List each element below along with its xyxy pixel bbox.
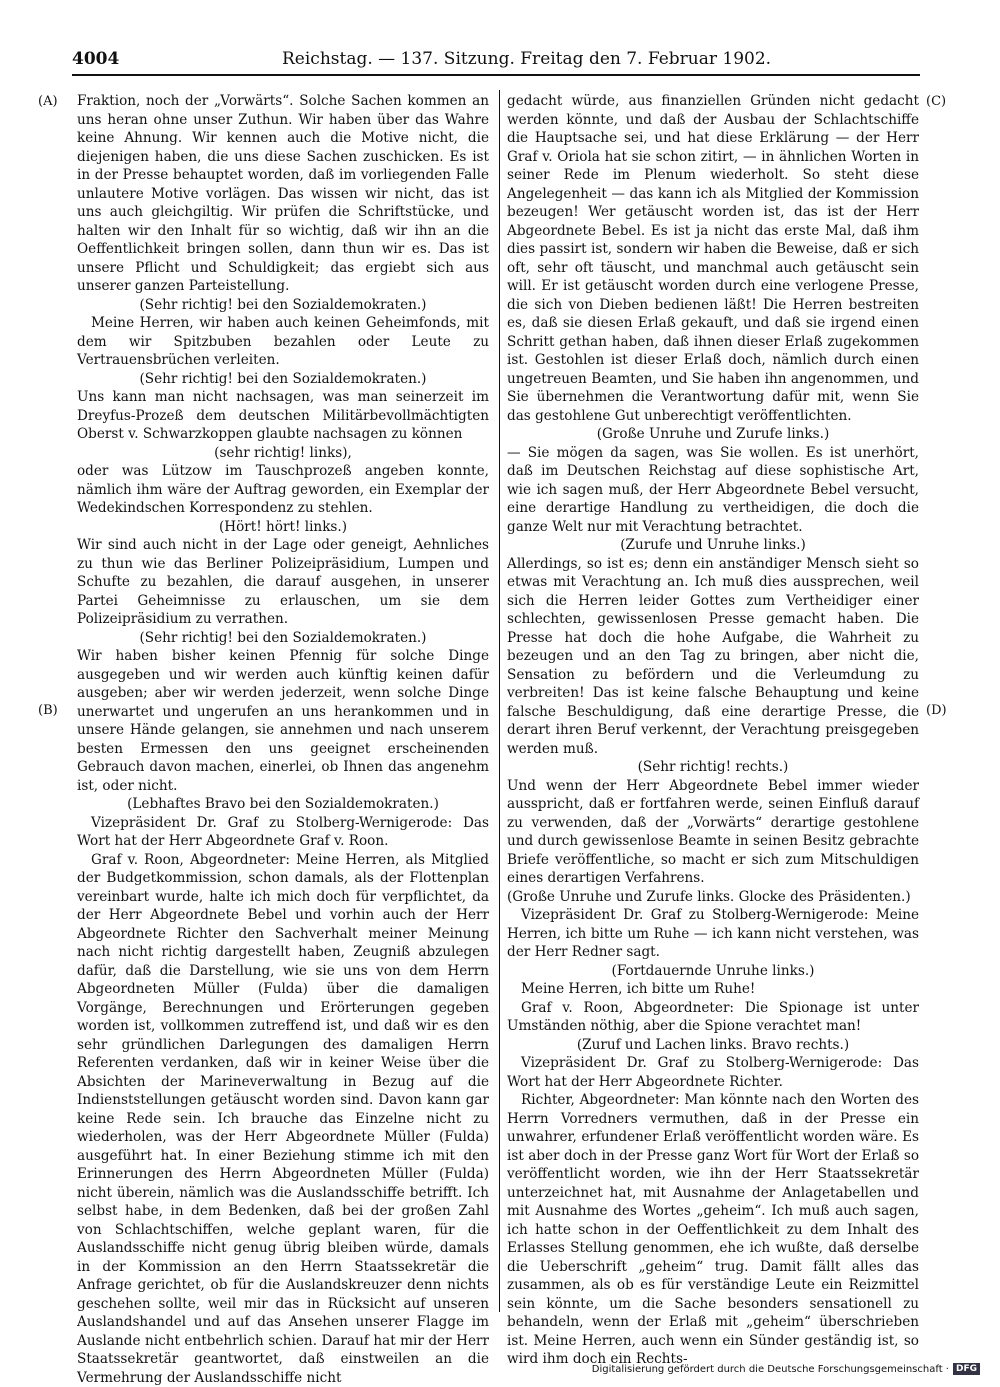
paragraph: Wir sind auch nicht in der Lage oder geneigt, Aehnliches zu thun wie das Berliner Polizeipräsidium, Lumpen und Schufte zu bezahlen, die darauf ausgehen, in unserer Partei Geheimnisse zu erlauschen, um sie dem Polizeipräsidium zu verrathen. [77,536,489,629]
dfg-logo: DFG [953,1363,980,1375]
footer-credit: Digitalisierung gefördert durch die Deutsche Forschungsgemeinschaft · [592,1364,949,1375]
stage-direction: (Lebhaftes Bravo bei den Sozialdemokraten.) [77,795,489,814]
stage-direction: (Sehr richtig! bei den Sozialdemokraten.) [77,370,489,389]
stage-direction: (Sehr richtig! bei den Sozialdemokraten.) [77,629,489,648]
running-head: Reichstag. — 137. Sitzung. Freitag den 7. Februar 1902. [282,46,771,72]
paragraph: Uns kann man nicht nachsagen, was man seinerzeit im Dreyfus-Prozeß dem deutschen Militärbevollmächtigten Oberst v. Schwarzkoppen glaubte nachsagen zu können [77,388,489,444]
stage-direction: (Hört! hört! links.) [77,518,489,537]
margin-marker-c: (C) [926,94,946,109]
stage-direction: (Zuruf und Lachen links. Bravo rechts.) [507,1036,919,1055]
stage-direction: (Fortdauernde Unruhe links.) [507,962,919,981]
paragraph: gedacht würde, aus finanziellen Gründen nicht gedacht werden könnte, und daß der Ausbau der Schlachtschiffe die Hauptsache sei, und hat diese Erklärung — der Herr Graf v. Oriola hat sie schon zitirt, — in ähnlichen Worten in seiner Rede im Plenum wiederholt. So steht diese Angelegenheit — das kann ich als Mitglied der Kommission bezeugen! Wer getäuscht worden ist, das ist der Herr Abgeordnete Bebel. Es ist ja nicht das erste Mal, daß ihm dies passirt ist, sondern wir haben die Beweise, daß er sich oft, sehr oft täuscht, und manchmal auch getäuscht sein will. Er ist getäuscht worden durch eine verlogene Presse, die sich von Dieben bedienen läßt! Die Herren bestreiten es, daß sie diesen Erlaß gekauft, und daß sie irgend einen Schritt gethan haben, daß ihnen dieser Erlaß zugekommen ist. Gestohlen ist dieser Erlaß doch, nämlich durch einen ungetreuen Beamten, und Sie haben ihn angenommen, und Sie übernehmen die Verantwortung dafür mit, wenn Sie das gestohlene Gut unberechtigt veröffentlichten. [507,92,919,425]
stage-direction: (Sehr richtig! bei den Sozialdemokraten.) [77,296,489,315]
margin-marker-b: (B) [38,703,58,718]
paragraph: Graf v. Roon, Abgeordneter: Die Spionage ist unter Umständen nöthig, aber die Spione verachtet man! [507,999,919,1036]
column-divider [499,90,500,1312]
stage-direction: (sehr richtig! links), [77,444,489,463]
margin-marker-a: (A) [38,94,58,109]
page-header [72,46,920,72]
paragraph: Graf v. Roon, Abgeordneter: Meine Herren, als Mitglied der Budgetkommission, schon damals, als der Flottenplan vereinbart wurde, halte ich mich doch für verpflichtet, da der Herr Abgeordnete Bebel und vorhin auch der Herr Abgeordnete Richter den Sachverhalt meiner Meinung nach nicht richtig dargestellt haben, Zeugniß abzulegen dafür, daß die Darstellung, wie sie uns von dem Herrn Abgeordneten Müller (Fulda) über die damaligen Vorgänge, Berechnungen und Erörterungen gegeben worden ist, vollkommen zutreffend ist, und daß wir es den sehr gründlichen Darlegungen des damaligen Herrn Referenten verdanken, daß wir in keiner Weise über die Absichten der Marineverwaltung in Bezug auf die Indienststellungen getäuscht worden sind. Davon kann gar keine Rede sein. Ich brauche das Einzelne nicht zu wiederholen, was der Herr Abgeordnete Müller (Fulda) ausgeführt hat. In einer Beziehung stimme ich mit den Erinnerungen des Herrn Abgeordneten Müller (Fulda) nicht überein, nämlich was die Auslandsschiffe betrifft. Ich selbst habe, in dem Bedenken, daß bei der großen Zahl von Schlachtschiffen, welche geplant waren, für die Auslandsschiffe nicht genug übrig bleiben würde, damals in der Kommission an den Herrn Staatssekretär die Anfrage gerichtet, ob für die Auslandskreuzer denn nichts geschehen sollte, weil mir das in Rücksicht auf unseren Auslandshandel und auf das Ansehen unserer Flagge im Auslande nicht entbehrlich schien. Darauf hat mir der Herr Staatssekretär geantwortet, daß einstweilen an die Vermehrung der Auslandsschiffe nicht [77,851,489,1387]
stage-direction: (Zurufe und Unruhe links.) [507,536,919,555]
paragraph: oder was Lützow im Tauschprozeß angeben konnte, nämlich ihm wäre der Auftrag geworden, ein Exemplar der Wedekindschen Korrespondenz zu stehlen. [77,462,489,518]
paragraph: (Große Unruhe und Zurufe links. Glocke des Präsidenten.) [507,888,919,907]
right-column [507,92,919,1369]
paragraph: Meine Herren, wir haben auch keinen Geheimfonds, mit dem wir Spitzbuben bezahlen oder Leute zu Vertrauensbrüchen verleiten. [77,314,489,370]
paragraph: Allerdings, so ist es; denn ein anständiger Mensch sieht so etwas mit Verachtung an. Ich muß dies aussprechen, weil sich die Herren leider Gottes zum Vertheidiger einer schlechten, gewissenlosen Presse gemacht haben. Die Presse hat doch die hohe Aufgabe, die Wahrheit zu bezeugen und an den Tag zu bringen, aber nicht die, Sensation zu befördern und die Verleumdung zu verbreiten! Das ist keine falsche Behauptung und keine falsche Beschuldigung, daß eine derartige Presse, die derart ihren Beruf verkennt, der Verachtung preisgegeben werden muß. [507,555,919,759]
paragraph: Vizepräsident Dr. Graf zu Stolberg-Wernigerode: Das Wort hat der Herr Abgeordnete Graf v. Roon. [77,814,489,851]
paragraph: Vizepräsident Dr. Graf zu Stolberg-Wernigerode: Das Wort hat der Herr Abgeordnete Richter. [507,1054,919,1091]
paragraph: Und wenn der Herr Abgeordnete Bebel immer wieder ausspricht, daß er fortfahren werde, seinen Einfluß darauf zu verwenden, daß der „Vorwärts“ derartige gestohlene und durch gewissenlose Beamte in seinen Besitz gebrachte Briefe veröffentliche, so macht er sich zum Mitschuldigen eines derartigen Verfahrens. [507,777,919,888]
paragraph: — Sie mögen da sagen, was Sie wollen. Es ist unerhört, daß im Deutschen Reichstag auf diese sophistische Art, wie ich sagen muß, der Herr Abgeordnete Bebel versucht, eine derartige Handlung zu vertheidigen, die doch die ganze Welt nur mit Verachtung betrachtet. [507,444,919,537]
header-rule [72,74,920,76]
stage-direction: (Große Unruhe und Zurufe links.) [507,425,919,444]
margin-marker-d: (D) [926,703,947,718]
left-column [77,92,489,1387]
paragraph: Meine Herren, ich bitte um Ruhe! [507,980,919,999]
footer [592,1363,980,1375]
paragraph: Wir haben bisher keinen Pfennig für solche Dinge ausgegeben und wir werden auch künftig keinen dafür ausgeben; aber wir werden jederzeit, wenn solche Dinge unerwartet und ungerufen an uns herankommen und in unsere Hände gelangen, sie annehmen und nach unserem besten Ermessen den uns geeignet erscheinenden Gebrauch davon machen, einerlei, ob Ihnen das angenehm ist, oder nicht. [77,647,489,795]
paragraph: Vizepräsident Dr. Graf zu Stolberg-Wernigerode: Meine Herren, ich bitte um Ruhe — ich kann nicht verstehen, was der Herr Redner sagt. [507,906,919,962]
paragraph: Richter, Abgeordneter: Man könnte nach den Worten des Herrn Vorredners vermuthen, daß in der Presse ein unwahrer, erfundener Erlaß veröffentlicht worden wäre. Es ist aber doch in der Presse ganz Wort für Wort der Erlaß so veröffentlicht worden, wie ihn der Herr Staatssekretär unterzeichnet hat, mit Ausnahme der Anlagetabellen und mit Ausnahme des Wortes „geheim“. Ich muß auch sagen, ich hatte schon in der Oeffentlichkeit zu dem Inhalt des Erlasses Stellung genommen, ehe ich wußte, daß derselbe die Ueberschrift „geheim“ trug. Damit fällt alles das zusammen, als ob es für verständige Leute ein Reizmittel sein könnte, um die Sache besonders sensationell zu behandeln, wenn der Erlaß mit „geheim“ überschrieben ist. Meine Herren, auch wenn ein Sünder geständig ist, so wird ihm doch ein Rechts- [507,1091,919,1369]
paragraph: Fraktion, noch der „Vorwärts“. Solche Sachen kommen an uns heran ohne unser Zuthun. Wir haben über das Wahre keine Ahnung. Wir kennen auch die Motive nicht, die diejenigen haben, die uns diese Sachen zuschicken. Es ist in der Presse behauptet worden, daß im vorliegenden Falle unlautere Motive vorlägen. Das wissen wir nicht, das ist uns auch gleichgiltig. Wir prüfen die Schriftstücke, und halten wir den Inhalt für so wichtig, daß wir ihn an die Oeffentlichkeit bringen sollen, dann thun wir es. Das ist unsere Pflicht und Schuldigkeit; das ergiebt sich aus unserer ganzen Parteistellung. [77,92,489,296]
page-number: 4004 [72,46,119,72]
stage-direction: (Sehr richtig! rechts.) [507,758,919,777]
